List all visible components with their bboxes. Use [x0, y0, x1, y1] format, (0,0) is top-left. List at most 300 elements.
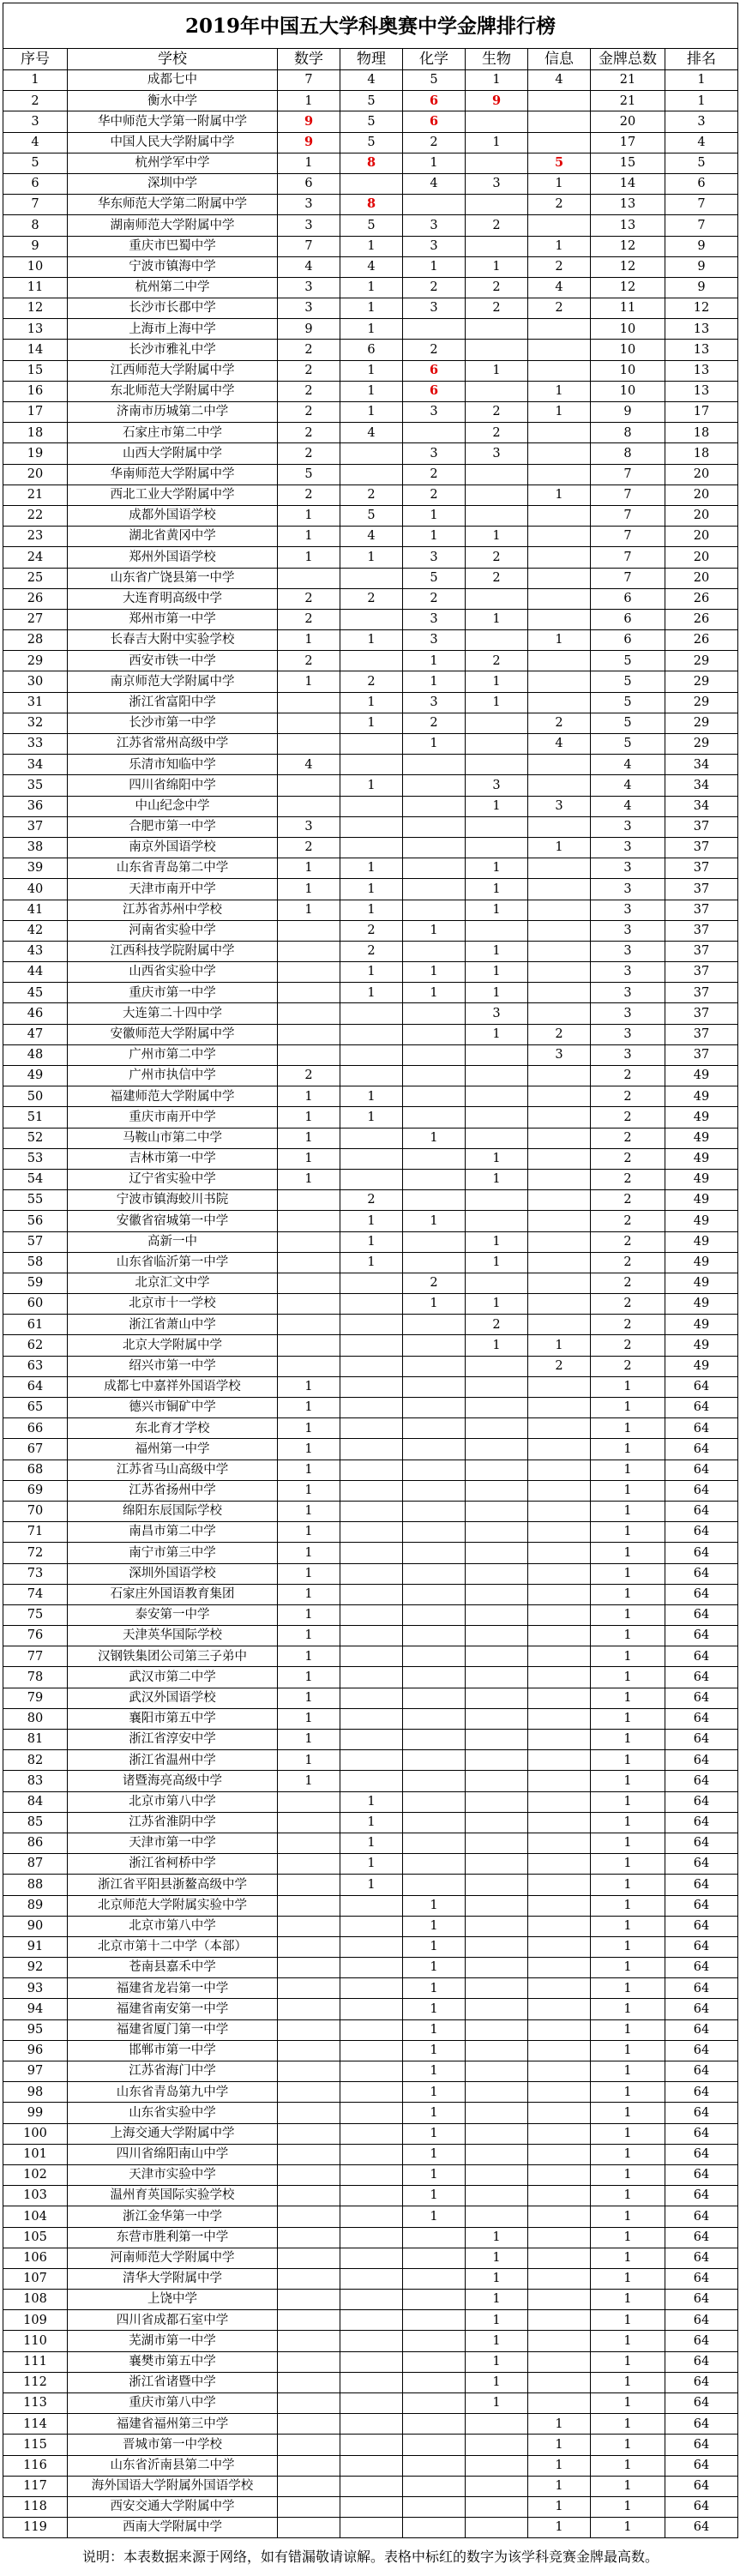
physics-golds [340, 2414, 403, 2435]
math-golds [278, 713, 340, 733]
informatics-golds [528, 2290, 591, 2310]
school-name: 四川省绵阳中学 [68, 775, 278, 796]
physics-golds [340, 1771, 403, 1791]
row-index: 67 [3, 1439, 68, 1460]
math-golds [278, 2103, 340, 2123]
physics-golds: 2 [340, 920, 403, 941]
row-index: 9 [3, 236, 68, 256]
chemistry-golds: 1 [403, 1128, 466, 1148]
informatics-golds [528, 568, 591, 588]
table-row [3, 236, 738, 256]
math-golds: 1 [278, 1169, 340, 1189]
math-golds [278, 2476, 340, 2496]
biology-golds: 1 [466, 1294, 528, 1315]
chemistry-golds: 1 [403, 2103, 466, 2123]
row-index: 79 [3, 1688, 68, 1708]
school-name: 天津市实验中学 [68, 2164, 278, 2185]
table-row [3, 2331, 738, 2351]
rank: 26 [665, 609, 738, 629]
row-index: 84 [3, 1791, 68, 1812]
biology-golds: 1 [466, 671, 528, 692]
row-index: 20 [3, 464, 68, 485]
table-row [3, 2164, 738, 2185]
total-golds: 1 [591, 1771, 665, 1791]
math-golds [278, 1211, 340, 1231]
biology-golds [466, 505, 528, 526]
chemistry-golds [403, 1376, 466, 1397]
biology-golds [466, 1875, 528, 1895]
physics-golds: 1 [340, 547, 403, 568]
biology-golds [466, 1688, 528, 1708]
rank: 29 [665, 713, 738, 733]
total-golds: 1 [591, 1791, 665, 1812]
biology-golds: 1 [466, 360, 528, 381]
biology-golds [466, 1460, 528, 1480]
chemistry-golds: 6 [403, 91, 466, 111]
table-row [3, 2393, 738, 2414]
biology-golds [466, 1066, 528, 1086]
row-index: 25 [3, 568, 68, 588]
table-row [3, 1418, 738, 1439]
math-golds [278, 2144, 340, 2164]
physics-golds [340, 173, 403, 194]
table-row [3, 1169, 738, 1189]
total-golds: 2 [591, 1107, 665, 1128]
rank: 20 [665, 568, 738, 588]
row-index: 96 [3, 2040, 68, 2061]
school-name: 广州市执信中学 [68, 1066, 278, 1086]
biology-golds: 2 [466, 215, 528, 236]
rank: 13 [665, 340, 738, 360]
total-golds: 1 [591, 1398, 665, 1418]
informatics-golds [528, 1501, 591, 1521]
school-name: 吉林市第一中学 [68, 1148, 278, 1169]
physics-golds [340, 2123, 403, 2144]
biology-golds [466, 1750, 528, 1771]
table-row [3, 1148, 738, 1169]
chemistry-golds: 2 [403, 464, 466, 485]
total-golds: 1 [591, 1833, 665, 1853]
rank: 64 [665, 2496, 738, 2517]
biology-golds: 3 [466, 1003, 528, 1024]
rank: 49 [665, 1190, 738, 1211]
school-name: 江苏省海门中学 [68, 2061, 278, 2082]
informatics-golds [528, 1978, 591, 1999]
total-golds: 1 [591, 1958, 665, 1978]
total-golds: 1 [591, 1439, 665, 1460]
table-row [3, 340, 738, 360]
rank: 37 [665, 920, 738, 941]
row-index: 100 [3, 2123, 68, 2144]
chemistry-golds [403, 1543, 466, 1563]
math-golds: 1 [278, 1501, 340, 1521]
biology-golds [466, 2206, 528, 2227]
table-row [3, 2227, 738, 2248]
math-golds [278, 1958, 340, 1978]
total-golds: 1 [591, 1522, 665, 1543]
chemistry-golds: 1 [403, 2061, 466, 2082]
table-row [3, 2103, 738, 2123]
physics-golds [340, 2268, 403, 2289]
rank: 37 [665, 1024, 738, 1044]
rank: 64 [665, 1771, 738, 1791]
table-row [3, 2455, 738, 2476]
table-row [3, 1688, 738, 1708]
school-name: 成都外国语学校 [68, 505, 278, 526]
math-golds [278, 568, 340, 588]
informatics-golds [528, 1128, 591, 1148]
school-name: 浙江省柯桥中学 [68, 1854, 278, 1875]
table-row [3, 2518, 738, 2538]
school-name: 邯郸市第一中学 [68, 2040, 278, 2061]
physics-golds [340, 1626, 403, 1646]
table-row [3, 1584, 738, 1604]
physics-golds [340, 1148, 403, 1169]
informatics-golds [528, 111, 591, 132]
math-golds: 1 [278, 153, 340, 173]
rank: 64 [665, 1584, 738, 1604]
total-golds: 1 [591, 2290, 665, 2310]
biology-golds [466, 485, 528, 505]
math-golds: 1 [278, 1418, 340, 1439]
school-name: 宁波市镇海蛟川书院 [68, 1190, 278, 1211]
biology-golds [466, 2476, 528, 2496]
rank: 64 [665, 2476, 738, 2496]
rank: 64 [665, 2164, 738, 2185]
physics-golds [340, 1044, 403, 1065]
biology-golds: 2 [466, 651, 528, 671]
header-rank: 排名 [665, 49, 738, 70]
chemistry-golds [403, 2248, 466, 2268]
physics-golds: 5 [340, 111, 403, 132]
table-row [3, 734, 738, 755]
rank: 64 [665, 1439, 738, 1460]
table-row [3, 858, 738, 879]
row-index: 110 [3, 2331, 68, 2351]
informatics-golds: 1 [528, 173, 591, 194]
chemistry-golds: 2 [403, 485, 466, 505]
school-name: 深圳外国语学校 [68, 1563, 278, 1584]
informatics-golds: 1 [528, 402, 591, 423]
math-golds [278, 2414, 340, 2435]
rank: 20 [665, 527, 738, 547]
chemistry-golds: 1 [403, 256, 466, 277]
school-name: 温州育英国际实验学校 [68, 2186, 278, 2206]
rank: 4 [665, 132, 738, 153]
biology-golds [466, 2164, 528, 2185]
chemistry-golds [403, 1315, 466, 1335]
rank: 49 [665, 1294, 738, 1315]
math-golds [278, 1356, 340, 1376]
school-name: 天津英华国际学校 [68, 1626, 278, 1646]
chemistry-golds [403, 1066, 466, 1086]
row-index: 118 [3, 2496, 68, 2517]
school-name: 北京汇文中学 [68, 1273, 278, 1293]
school-name: 上饶中学 [68, 2290, 278, 2310]
chemistry-golds [403, 1730, 466, 1750]
rank: 49 [665, 1356, 738, 1376]
table-row [3, 1190, 738, 1211]
school-name: 江苏省马山高级中学 [68, 1460, 278, 1480]
note-row [3, 2538, 738, 2576]
table-row [3, 277, 738, 298]
school-name: 大连第二十四中学 [68, 1003, 278, 1024]
total-golds: 2 [591, 1273, 665, 1293]
biology-golds: 1 [466, 2331, 528, 2351]
chemistry-golds: 1 [403, 1211, 466, 1231]
total-golds: 1 [591, 2186, 665, 2206]
total-golds: 5 [591, 671, 665, 692]
biology-golds [466, 1916, 528, 1936]
table-row [3, 1563, 738, 1584]
biology-golds: 9 [466, 91, 528, 111]
school-name: 山东省青岛第二中学 [68, 858, 278, 879]
physics-golds [340, 464, 403, 485]
biology-golds [466, 1626, 528, 1646]
biology-golds: 1 [466, 132, 528, 153]
header-school: 学校 [68, 49, 278, 70]
school-name: 浙江省富阳中学 [68, 692, 278, 713]
chemistry-golds [403, 816, 466, 837]
physics-golds: 1 [340, 692, 403, 713]
row-index: 63 [3, 1356, 68, 1376]
physics-golds [340, 2496, 403, 2517]
total-golds: 1 [591, 1604, 665, 1625]
row-index: 77 [3, 1646, 68, 1667]
table-row [3, 1895, 738, 1916]
school-name: 广州市第二中学 [68, 1044, 278, 1065]
biology-golds [466, 2496, 528, 2517]
math-golds [278, 962, 340, 983]
total-golds: 1 [591, 1916, 665, 1936]
table-row [3, 713, 738, 733]
physics-golds: 1 [340, 1791, 403, 1812]
total-golds: 6 [591, 630, 665, 651]
physics-golds [340, 1356, 403, 1376]
biology-golds: 1 [466, 2290, 528, 2310]
row-index: 90 [3, 1916, 68, 1936]
table-row [3, 1128, 738, 1148]
chemistry-golds: 6 [403, 360, 466, 381]
total-golds: 1 [591, 2123, 665, 2144]
rank: 49 [665, 1086, 738, 1107]
math-golds: 5 [278, 464, 340, 485]
table-row [3, 1335, 738, 1356]
rank: 26 [665, 588, 738, 609]
chemistry-golds [403, 858, 466, 879]
math-golds [278, 734, 340, 755]
chemistry-golds: 5 [403, 568, 466, 588]
total-golds: 13 [591, 195, 665, 215]
table-row [3, 423, 738, 443]
physics-golds: 1 [340, 962, 403, 983]
informatics-golds: 2 [528, 256, 591, 277]
physics-golds: 8 [340, 153, 403, 173]
school-name: 诸暨海亮高级中学 [68, 1771, 278, 1791]
math-golds: 1 [278, 1688, 340, 1708]
school-name: 东北育才学校 [68, 1418, 278, 1439]
biology-golds [466, 1501, 528, 1521]
math-golds: 9 [278, 132, 340, 153]
math-golds: 1 [278, 527, 340, 547]
physics-golds [340, 1667, 403, 1688]
math-golds: 2 [278, 360, 340, 381]
informatics-golds [528, 1003, 591, 1024]
table-row [3, 91, 738, 111]
rank: 37 [665, 1003, 738, 1024]
total-golds: 1 [591, 2206, 665, 2227]
rank: 64 [665, 2123, 738, 2144]
row-index: 55 [3, 1190, 68, 1211]
total-golds: 1 [591, 2164, 665, 2185]
row-index: 62 [3, 1335, 68, 1356]
rank: 37 [665, 962, 738, 983]
informatics-golds [528, 2393, 591, 2414]
rank: 64 [665, 2268, 738, 2289]
biology-golds [466, 1978, 528, 1999]
physics-golds [340, 1563, 403, 1584]
school-name: 衡水中学 [68, 91, 278, 111]
biology-golds: 1 [466, 2372, 528, 2392]
table-row [3, 547, 738, 568]
biology-golds [466, 734, 528, 755]
table-row [3, 1646, 738, 1667]
biology-golds: 1 [466, 900, 528, 920]
table-row [3, 1315, 738, 1335]
chemistry-golds [403, 1044, 466, 1065]
biology-golds: 1 [466, 941, 528, 961]
physics-golds [340, 755, 403, 775]
math-golds: 2 [278, 443, 340, 464]
biology-golds [466, 1356, 528, 1376]
rank: 64 [665, 2206, 738, 2227]
total-golds: 3 [591, 816, 665, 837]
physics-golds [340, 2518, 403, 2538]
math-golds [278, 796, 340, 816]
physics-golds [340, 2248, 403, 2268]
chemistry-golds: 1 [403, 2164, 466, 2185]
chemistry-golds: 1 [403, 1294, 466, 1315]
informatics-golds [528, 1522, 591, 1543]
school-name: 江西师范大学附属中学 [68, 360, 278, 381]
physics-golds [340, 1335, 403, 1356]
biology-golds: 1 [466, 2351, 528, 2372]
total-golds: 1 [591, 1376, 665, 1397]
school-name: 山东省广饶县第一中学 [68, 568, 278, 588]
table-row [3, 1460, 738, 1480]
biology-golds [466, 816, 528, 837]
chemistry-golds: 6 [403, 381, 466, 401]
physics-golds: 1 [340, 381, 403, 401]
physics-golds [340, 1128, 403, 1148]
row-index: 117 [3, 2476, 68, 2496]
math-golds [278, 1294, 340, 1315]
rank: 37 [665, 1044, 738, 1065]
row-index: 102 [3, 2164, 68, 2185]
informatics-golds [528, 1854, 591, 1875]
biology-golds: 1 [466, 796, 528, 816]
total-golds: 8 [591, 423, 665, 443]
biology-golds [466, 1771, 528, 1791]
table-row [3, 775, 738, 796]
biology-golds [466, 1936, 528, 1957]
row-index: 93 [3, 1978, 68, 1999]
math-golds: 9 [278, 111, 340, 132]
school-name: 襄阳市第五中学 [68, 1708, 278, 1729]
biology-golds [466, 630, 528, 651]
total-golds: 1 [591, 2372, 665, 2392]
math-golds [278, 2496, 340, 2517]
informatics-golds [528, 1315, 591, 1335]
math-golds: 1 [278, 91, 340, 111]
informatics-golds [528, 1708, 591, 1729]
biology-golds [466, 713, 528, 733]
rank: 12 [665, 298, 738, 319]
biology-golds [466, 1584, 528, 1604]
table-row [3, 1480, 738, 1501]
biology-golds [466, 1107, 528, 1128]
rank: 49 [665, 1128, 738, 1148]
chemistry-golds: 1 [403, 920, 466, 941]
math-golds: 1 [278, 1771, 340, 1791]
rank: 37 [665, 900, 738, 920]
table-title: 2019年中国五大学科奥赛中学金牌排行榜 [3, 3, 738, 49]
total-golds: 2 [591, 1190, 665, 1211]
chemistry-golds [403, 1169, 466, 1189]
biology-golds [466, 1398, 528, 1418]
informatics-golds [528, 692, 591, 713]
math-golds [278, 2186, 340, 2206]
physics-golds [340, 2164, 403, 2185]
school-name: 北京市第十二中学（本部） [68, 1936, 278, 1957]
biology-golds [466, 1730, 528, 1750]
school-name: 成都七中嘉祥外国语学校 [68, 1376, 278, 1397]
informatics-golds [528, 775, 591, 796]
physics-golds [340, 443, 403, 464]
informatics-golds [528, 1418, 591, 1439]
total-golds: 2 [591, 1211, 665, 1231]
school-name: 石家庄外国语教育集团 [68, 1584, 278, 1604]
total-golds: 1 [591, 1854, 665, 1875]
row-index: 23 [3, 527, 68, 547]
school-name: 福建省南安第一中学 [68, 1999, 278, 2019]
physics-golds: 2 [340, 588, 403, 609]
biology-golds: 1 [466, 858, 528, 879]
physics-golds: 1 [340, 1812, 403, 1833]
biology-golds: 1 [466, 962, 528, 983]
chemistry-golds [403, 1604, 466, 1625]
biology-golds: 1 [466, 2227, 528, 2248]
chemistry-golds: 3 [403, 215, 466, 236]
informatics-golds [528, 423, 591, 443]
biology-golds [466, 1833, 528, 1853]
physics-golds [340, 2455, 403, 2476]
informatics-golds [528, 2144, 591, 2164]
school-name: 汉钢铁集团公司第三子弟中 [68, 1646, 278, 1667]
informatics-golds [528, 215, 591, 236]
school-name: 山东省沂南县第二中学 [68, 2455, 278, 2476]
math-golds: 2 [278, 402, 340, 423]
header-row [3, 49, 738, 70]
physics-golds [340, 1501, 403, 1521]
total-golds: 1 [591, 1875, 665, 1895]
chemistry-golds: 1 [403, 527, 466, 547]
total-golds: 1 [591, 2061, 665, 2082]
rank: 49 [665, 1066, 738, 1086]
table-row [3, 2123, 738, 2144]
math-golds [278, 1231, 340, 1252]
rank: 49 [665, 1107, 738, 1128]
